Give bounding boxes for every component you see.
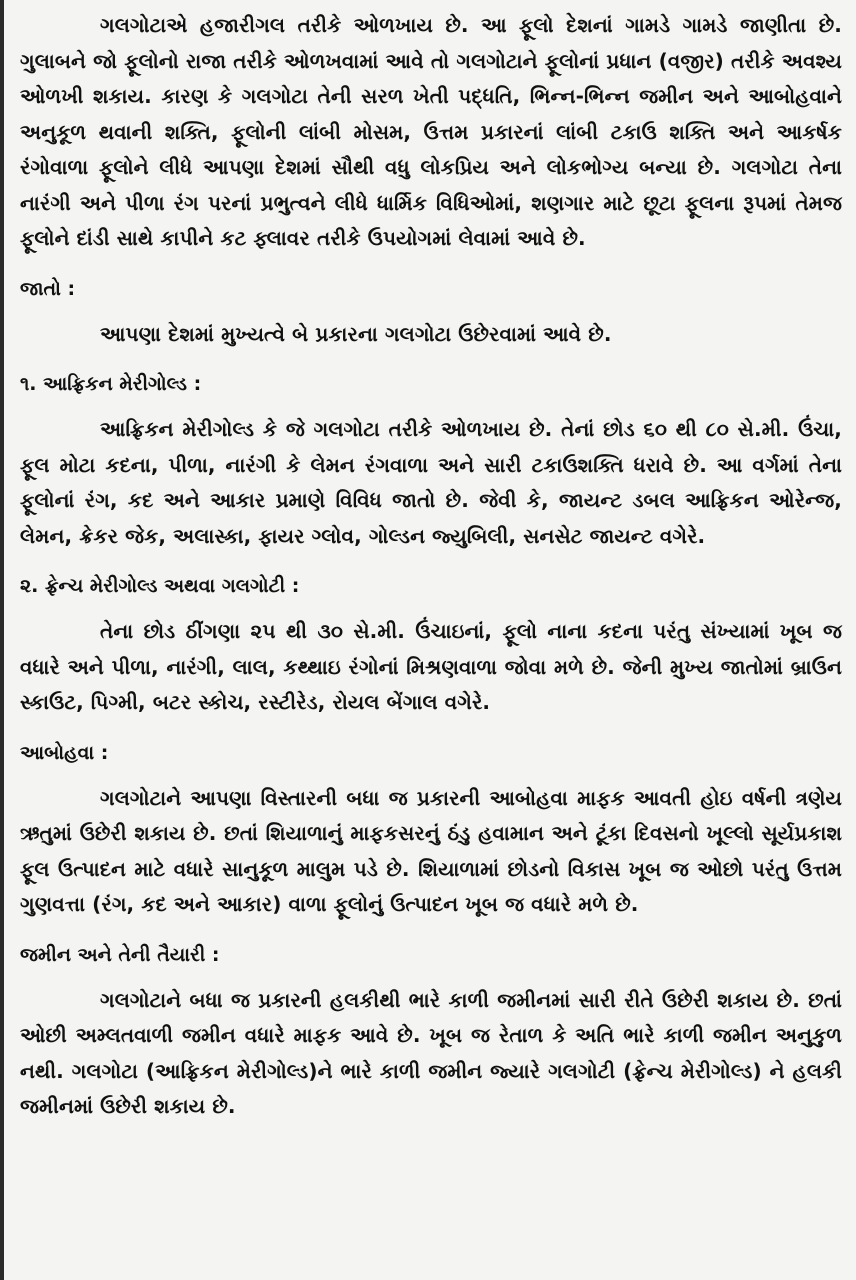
soil-heading: જમીન અને તેની તૈયારી : (20, 943, 220, 966)
african-marigold-heading: ૧. આફ્રિકન મેરીગોલ્ડ : (20, 373, 202, 395)
climate-paragraph: ગલગોટાને આપણા વિસ્તારની બધા જ પ્રકારની આબોહવા માફક આવતી હોઇ વર્ષની ત્રણેય ઋતુમાં ઉછેરી શકાય છે. છતાં શિયાળાનું માફકસરનું ઠંડુ હવામાન અને ટૂંકા દિવસનો ખૂલ્લો સૂર્યપ્રકાશ ફૂલ ઉત્પાદન માટે વધારે સાનુકૂળ માલુમ પડે છે. શિયાળામાં છોડનો વિકાસ ખૂબ જ ઓછો પરંતુ ઉત્તમ ગુણવત્તા (રંગ, કદ અને આકાર) વાળા ફૂલોનું ઉત્પાદન ખૂબ જ વધારે મળે છે. (20, 785, 842, 916)
intro-paragraph: ગલગોટાએ હજારીગલ તરીકે ઓળખાય છે. આ ફૂલો દેશનાં ગામડે ગામડે જાણીતા છે. ગુલાબને જો ફૂલોનો રાજા તરીકે ઓળખવામાં આવે તો ગલગોટાને ફૂલોનાં પ્રધાન (વજીર) તરીકે અવશ્ય ઓળખી શકાય. કારણ કે ગલગોટા તેની સરળ ખેતી પદ્ધતિ, ભિન્ન-ભિન્ન જમીન અને આબોહવાને અનુકૂળ થવાની શક્તિ, ફૂલોની લાંબી મોસમ, ઉત્તમ પ્રકારનાં લાંબી ટકાઉ શક્તિ અને આકર્ષક રંગોવાળા ફૂલોને લીધે આપણા દેશમાં સૌથી વધુ લોકપ્રિય અને લોકભોગ્ય બન્યા છે. ગલગોટા તેના નારંગી અને પીળા રંગ પરનાં પ્રભુત્વને લીધે ધાર્મિક વિધિઓમાં, શણગાર માટે છૂટા ફૂલના રૂપમાં તેમજ ફૂલોને દાંડી સાથે કાપીને કટ ફ્લાવર તરીકે ઉપયોગમાં લેવામાં આવે છે. (20, 13, 842, 250)
french-marigold-paragraph: તેના છોડ ઠીંગણા ૨૫ થી ૩૦ સે.મી. ઉંચાઇનાં, ફૂલો નાના કદના પરંતુ સંખ્યામાં ખૂબ જ વધારે અને પીળા, નારંગી, લાલ, કથ્થાઇ રંગોનાં મિશ્રણવાળા જોવા મળે છે. જેની મુખ્ય જાતોમાં બ્રાઉન સ્કાઉટ, પિગ્મી, બટર સ્કોચ, રસ્ટીરેડ, રોયલ બેંગાલ વગેરે. (20, 619, 842, 714)
document-page (4, 0, 856, 1280)
african-marigold-paragraph: આફ્રિકન મેરીગોલ્ડ કે જે ગલગોટા તરીકે ઓળખાય છે. તેનાં છોડ ૬૦ થી ૮૦ સે.મી. ઉંચા, ફૂલ મોટા કદના, પીળા, નારંગી કે લેમન રંગવાળા અને સારી ટકાઉશક્તિ ધરાવે છે. આ વર્ગમાં તેના ફૂલોનાં રંગ, કદ અને આકાર પ્રમાણે વિવિધ જાતો છે. જેવી કે, જાયન્ટ ડબલ આફ્રિકન ઓરેન્જ, લેમન, ક્રેકર જેક, અલાસ્કા, ફાયર ગ્લોવ, ગોલ્ડન જ્યુબિલી, સનસેટ જાયન્ટ વગેરે. (20, 417, 842, 548)
climate-heading: આબોહવા : (20, 741, 109, 764)
varieties-paragraph: આપણા દેશમાં મુખ્યત્વે બે પ્રકારના ગલગોટા ઉછેરવામાં આવે છે. (100, 321, 612, 346)
french-marigold-heading: ૨. ફ્રેન્ચ મેરીગોલ્ડ અથવા ગલગોટી : (20, 575, 300, 597)
varieties-heading: જાતો : (20, 277, 76, 300)
soil-paragraph: ગલગોટાને બધા જ પ્રકારની હલકીથી ભારે કાળી જમીનમાં સારી રીતે ઉછેરી શકાય છે. છતાં ઓછી અમ્લતવાળી જમીન વધારે માફક આવે છે. ખૂબ જ રેતાળ કે અતિ ભારે કાળી જમીન અનુકુળ નથી. ગલગોટા (આફ્રિકન મેરીગોલ્ડ)ને ભારે કાળી જમીન જ્યારે ગલગોટી (ફ્રેન્ચ મેરીગોલ્ડ) ને હલકી જમીનમાં ઉછેરી શકાય છે. (20, 987, 842, 1118)
